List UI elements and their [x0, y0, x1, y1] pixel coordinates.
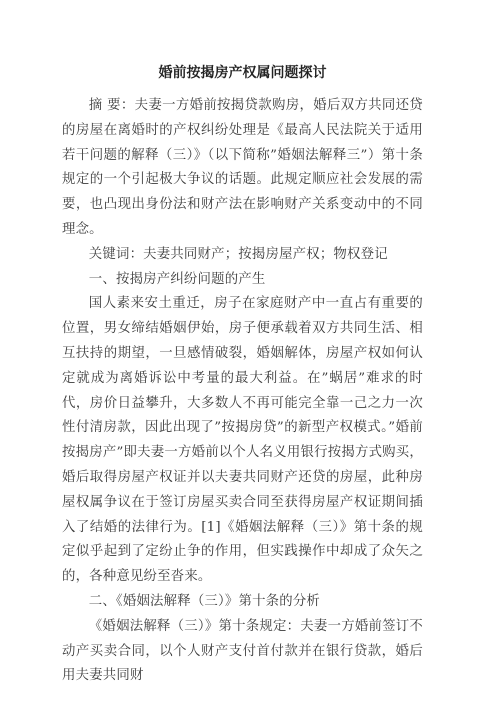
- section-2-heading: 二、《婚姻法解释（三）》第十条的分析: [88, 593, 321, 609]
- section-2-paragraph: 《婚姻法解释（三）》第十条规定：夫妻一方婚前签订不动产买卖合同，以个人财产支付首付款并在银行贷款，婚后用夫妻共同财: [62, 618, 423, 684]
- section-1-heading: 一、按揭房产纠纷问题的产生: [88, 271, 266, 287]
- document-title: 婚前按揭房产权属问题探讨: [158, 65, 327, 81]
- section-1-paragraph: 国人素来安土重迁，房子在家庭财产中一直占有重要的位置，男女缔结婚姻伊始，房子便承载着双方共同生活、相互扶持的期望，一旦感情破裂，婚姻解体，房屋产权如何认定就成为离婚诉讼中考量的最大利益。在”蜗居”难求的时代，房价日益攀升，大多数人不再可能完全靠一己之力一次性付清房款，因此出现了”按揭房贷”的新型产权模式。”婚前按揭房产”即夫妻一方婚前以个人名义用银行按揭方式购买，婚后取得房屋产权证并以夫妻共同财产还贷的房屋，此种房屋权属争议在于签订房屋买卖合同至获得房屋产权证期间插入了结婚的法律行为。[1]《婚姻法解释（三）》第十条的规定似乎起到了定纷止争的作用，但实践操作中却成了众矢之的，各种意见纷至沓来。: [62, 296, 423, 585]
- keywords-line: 关键词：夫妻共同财产；按揭房屋产权；物权登记: [88, 246, 388, 262]
- abstract-paragraph: 摘 要：夫妻一方婚前按揭贷款购房，婚后双方共同还贷的房屋在离婚时的产权纠纷处理是《最高人民法院关于适用若干问题的解释（三）》（以下简称”婚姻法解释三”）第十条规定的一个引起极大争议的话题。此规定顺应社会发展的需要，也凸现出身份法和财产法在影响财产关系变动中的不同理念。: [62, 98, 423, 237]
